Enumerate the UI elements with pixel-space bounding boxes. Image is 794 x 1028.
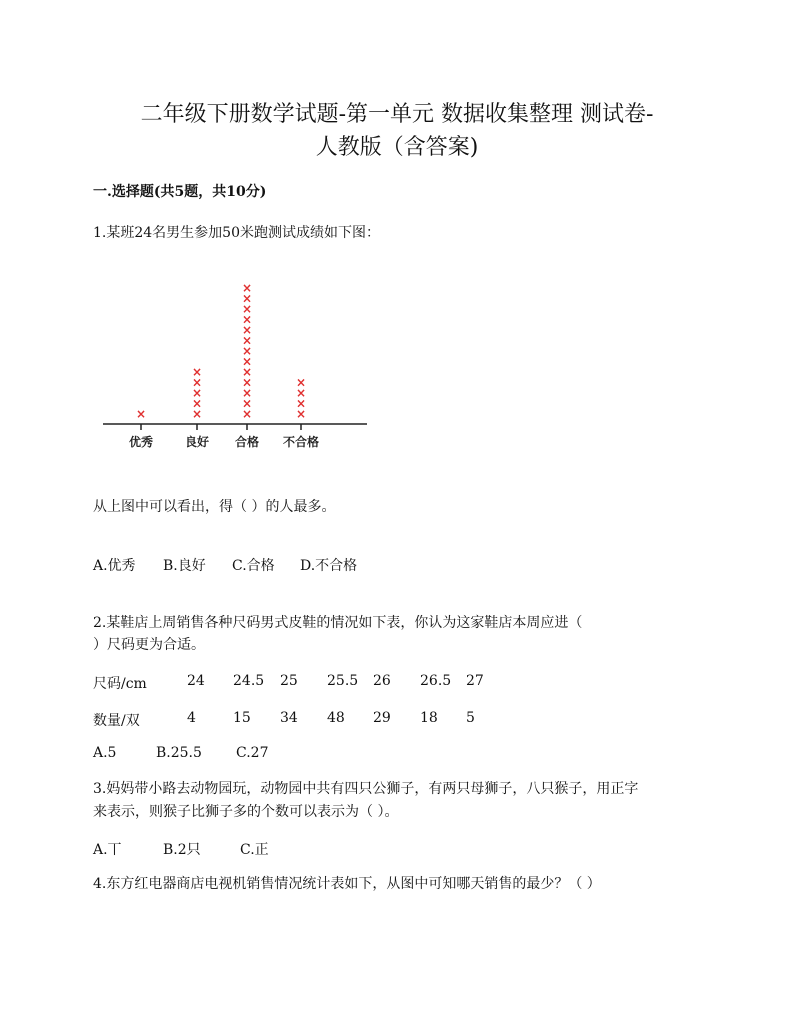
x-tick-label: 优秀 (128, 435, 154, 449)
q3-option-c[interactable]: C.正 (240, 842, 269, 858)
q1-option-a[interactable]: A.优秀 (93, 558, 136, 574)
table-cell: 34 (280, 710, 298, 726)
q2-option-c[interactable]: C.27 (236, 745, 269, 761)
q3-option-b[interactable]: B.2只 (163, 842, 201, 858)
table-row-header-qty: 数量/双 (93, 713, 140, 729)
section-heading: 一.选择题(共5题，共10分) (93, 184, 267, 200)
tally-mark: × (295, 407, 307, 421)
x-tick-label: 良好 (184, 435, 210, 449)
tally-mark: × (241, 281, 253, 295)
tally-mark: × (295, 396, 307, 411)
q1-text: 1.某班24名男生参加50米跑测试成绩如下图： (93, 225, 380, 241)
table-cell: 27 (466, 673, 484, 689)
table-cell: 25 (280, 673, 298, 689)
q4-text: 4.东方红电器商店电视机销售情况统计表如下，从图中可知哪天销售的最少？（ ） (93, 876, 601, 892)
tally-mark: × (135, 407, 147, 421)
tally-mark: × (295, 386, 307, 400)
table-cell: 15 (233, 710, 251, 726)
tally-mark: × (241, 354, 253, 369)
table-cell: 24 (187, 673, 205, 689)
doc-title-line2: 人教版（含答案) (315, 135, 479, 160)
q3-text-line1: 3.妈妈带小路去动物园玩，动物园中共有四只公狮子，有两只母狮子，八只猴子，用正字 (93, 781, 639, 797)
tally-mark: × (241, 375, 253, 390)
tally-mark: × (241, 333, 253, 348)
table-cell: 4 (187, 710, 196, 726)
tally-mark: × (241, 407, 253, 421)
table-cell: 24.5 (233, 673, 265, 689)
tally-mark: × (191, 407, 203, 421)
q2-option-b[interactable]: B.25.5 (156, 745, 202, 761)
table-cell: 25.5 (327, 673, 359, 689)
q1-option-d[interactable]: D.不合格 (300, 558, 358, 574)
q1-question: 从上图中可以看出，得（ ）的人最多。 (93, 499, 336, 515)
tally-mark: × (191, 375, 203, 390)
q1-chart (90, 262, 390, 462)
q3-text-line2: 来表示，则猴子比狮子多的个数可以表示为（ ）。 (93, 804, 399, 820)
tally-mark: × (295, 375, 307, 390)
q1-option-b[interactable]: B.良好 (163, 558, 206, 574)
table-cell: 29 (373, 710, 391, 726)
tally-mark: × (241, 291, 253, 306)
table-cell: 26.5 (420, 673, 452, 689)
tally-mark: × (241, 396, 253, 411)
tally-mark: × (241, 323, 253, 337)
tally-mark: × (241, 302, 253, 316)
table-cell: 26 (373, 673, 391, 689)
tally-mark: × (241, 365, 253, 379)
doc-title-line1: 二年级下册数学试题-第一单元 数据收集整理 测试卷- (140, 102, 654, 127)
tally-mark: × (191, 396, 203, 411)
table-cell: 5 (466, 710, 475, 726)
tally-mark: × (241, 386, 253, 400)
table-cell: 48 (327, 710, 345, 726)
tally-mark: × (191, 365, 203, 379)
x-tick-label: 合格 (234, 435, 260, 449)
tally-mark: × (241, 312, 253, 327)
q3-option-a[interactable]: A.丅 (93, 842, 122, 858)
tally-mark: × (241, 344, 253, 358)
q2-text-line1: 2.某鞋店上周销售各种尺码男式皮鞋的情况如下表，你认为这家鞋店本周应进（ (93, 615, 583, 631)
table-row-header-size: 尺码/cm (93, 676, 147, 692)
x-tick-label: 不合格 (282, 435, 320, 449)
q2-option-a[interactable]: A.5 (93, 745, 117, 761)
tally-mark: × (191, 386, 203, 400)
table-cell: 18 (420, 710, 438, 726)
q2-text-line2: ）尺码更为合适。 (93, 637, 205, 653)
q1-option-c[interactable]: C.合格 (232, 558, 275, 574)
